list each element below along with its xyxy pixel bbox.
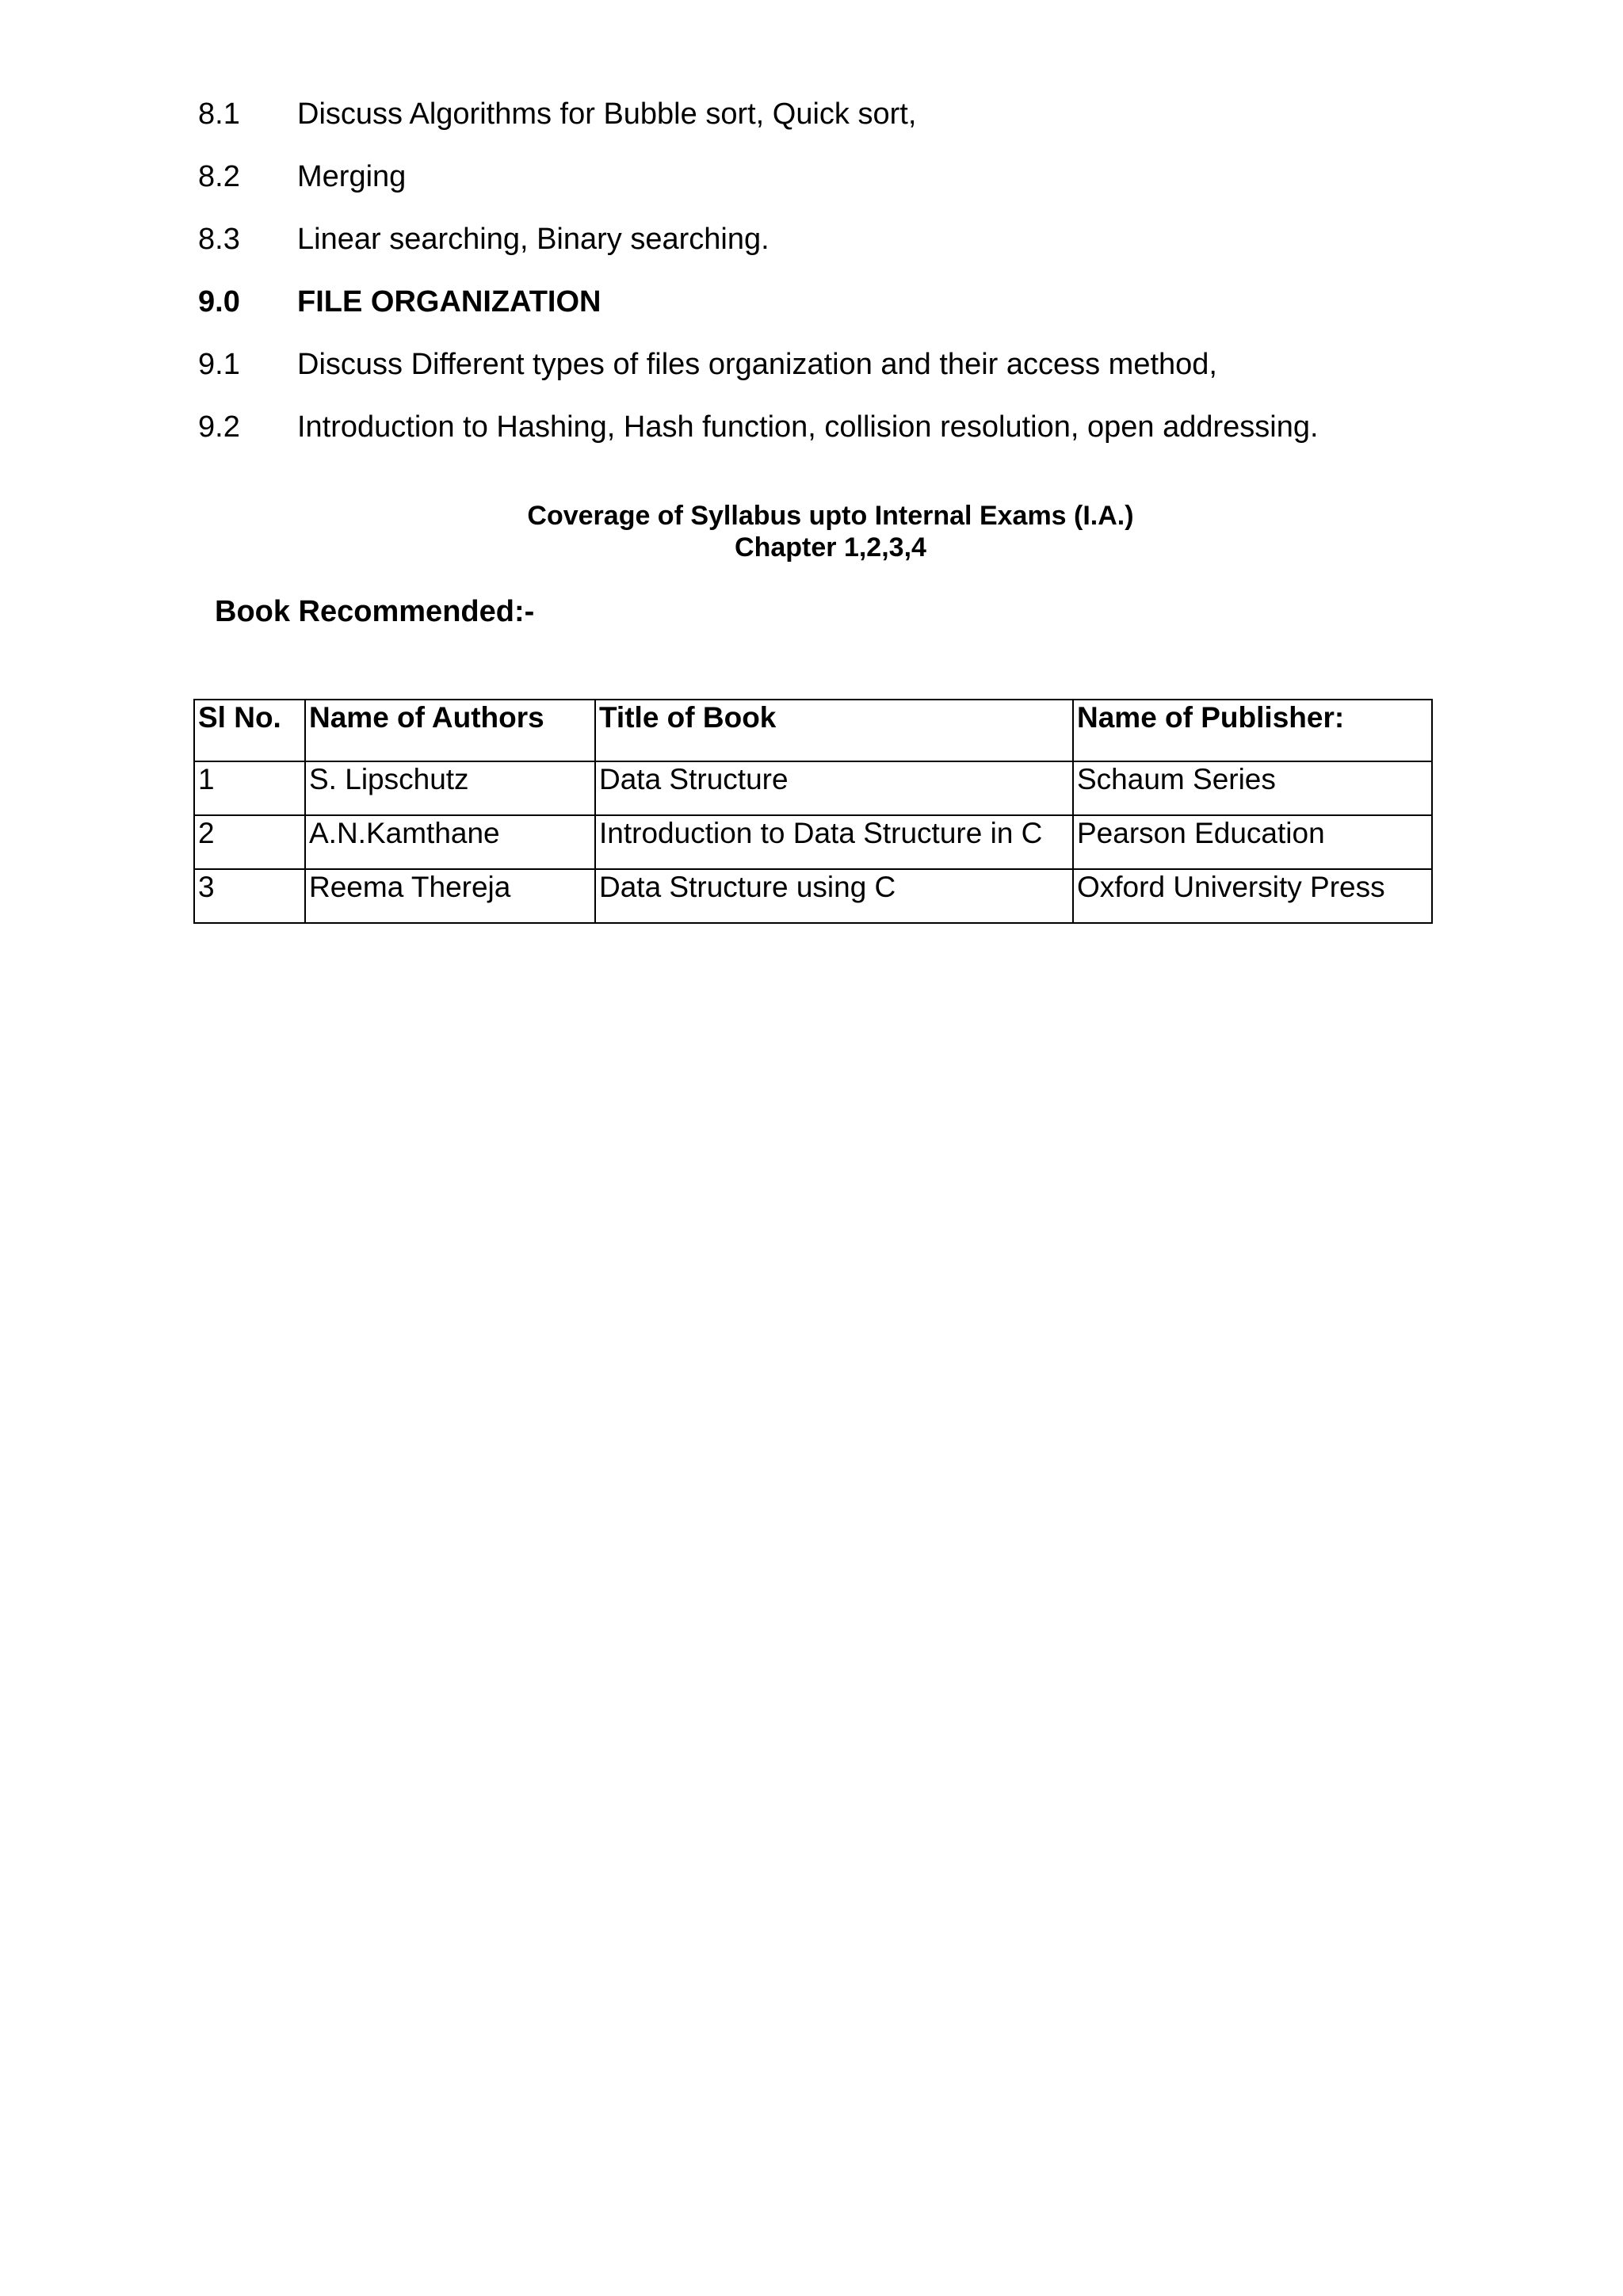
item-text: Introduction to Hashing, Hash function, collision resolution, open addressing. (297, 410, 1319, 444)
table-row (194, 869, 1432, 923)
section-number: 9.0 (198, 285, 240, 318)
cell-publisher: Pearson Education (1073, 815, 1432, 869)
item-number: 9.2 (198, 410, 240, 444)
header-title: Title of Book (595, 700, 1073, 761)
header-publisher: Name of Publisher: (1073, 700, 1432, 761)
cell-author: A.N.Kamthane (305, 815, 595, 869)
section-title: FILE ORGANIZATION (297, 285, 601, 318)
item-number: 9.1 (198, 348, 240, 381)
header-sl-no: Sl No. (194, 700, 305, 761)
item-number: 8.3 (198, 223, 240, 256)
cell-author: Reema Thereja (305, 869, 595, 923)
cell-title: Introduction to Data Structure in C (595, 815, 1073, 869)
cell-sl-no: 3 (194, 869, 305, 923)
table-row (194, 815, 1432, 869)
cell-sl-no: 2 (194, 815, 305, 869)
item-text: Discuss Algorithms for Bubble sort, Quick sort, (297, 97, 917, 131)
cell-publisher: Oxford University Press (1073, 869, 1432, 923)
books-recommended-heading: Book Recommended:- (215, 595, 535, 628)
coverage-chapters: Chapter 1,2,3,4 (735, 532, 926, 563)
cell-sl-no: 1 (194, 761, 305, 815)
header-authors: Name of Authors (305, 700, 595, 761)
table-header-row (194, 700, 1432, 761)
syllabus-item-9-1 (198, 346, 1217, 383)
cell-title: Data Structure using C (595, 869, 1073, 923)
cell-publisher: Schaum Series (1073, 761, 1432, 815)
syllabus-item-9-2 (198, 409, 1319, 445)
item-text: Linear searching, Binary searching. (297, 223, 769, 256)
cell-author: S. Lipschutz (305, 761, 595, 815)
syllabus-item-8-2 (198, 158, 406, 195)
coverage-heading: Coverage of Syllabus upto Internal Exams (I.A.) (527, 501, 1134, 531)
item-number: 8.1 (198, 97, 240, 131)
section-heading-9-0 (198, 284, 601, 320)
cell-title: Data Structure (595, 761, 1073, 815)
syllabus-item-8-1 (198, 96, 916, 132)
item-text: Merging (297, 160, 407, 193)
table-row (194, 761, 1432, 815)
syllabus-item-8-3 (198, 221, 769, 257)
item-text: Discuss Different types of files organization and their access method, (297, 348, 1217, 381)
books-table (193, 699, 1433, 924)
item-number: 8.2 (198, 160, 240, 193)
